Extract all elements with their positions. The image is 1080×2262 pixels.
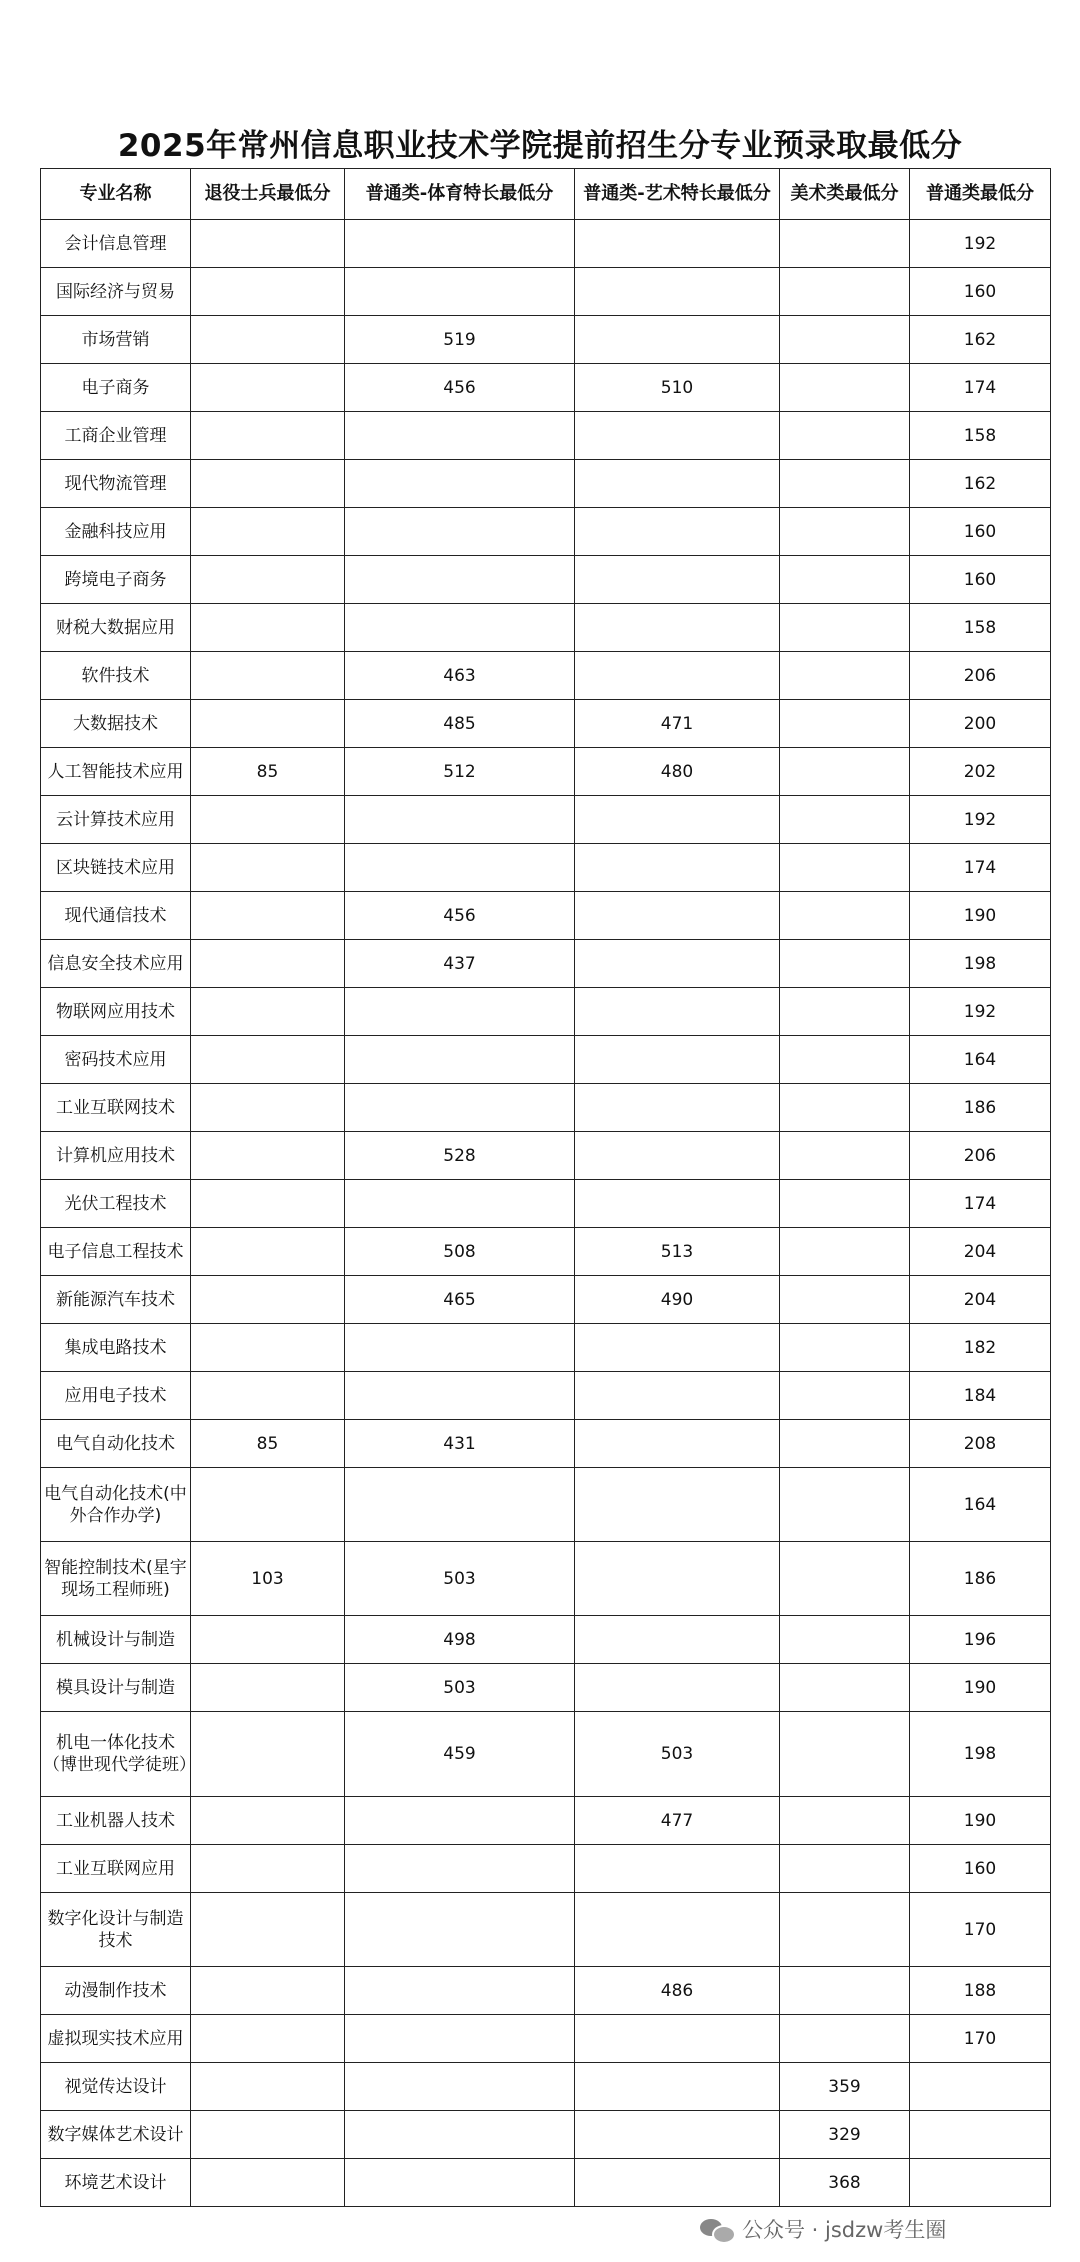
- score-cell: 174: [910, 844, 1051, 892]
- table-row: [41, 556, 1051, 604]
- score-cell: [191, 1712, 345, 1797]
- score-cell: 200: [910, 700, 1051, 748]
- score-cell: [191, 1084, 345, 1132]
- score-cell: [191, 364, 345, 412]
- table-row: [41, 1616, 1051, 1664]
- score-cell: [345, 2063, 575, 2111]
- score-cell: [191, 652, 345, 700]
- table-row: [41, 316, 1051, 364]
- score-cell: [191, 844, 345, 892]
- score-cell: [191, 940, 345, 988]
- major-name-cell: 现代物流管理: [41, 460, 191, 508]
- score-cell: 158: [910, 604, 1051, 652]
- score-cell: [345, 844, 575, 892]
- major-name-cell: 大数据技术: [41, 700, 191, 748]
- score-cell: [191, 508, 345, 556]
- score-cell: 486: [575, 1967, 780, 2015]
- wechat-icon: [700, 2217, 734, 2241]
- score-cell: [345, 1180, 575, 1228]
- score-cell: 480: [575, 748, 780, 796]
- score-cell: [191, 1372, 345, 1420]
- major-name-cell: 虚拟现实技术应用: [41, 2015, 191, 2063]
- score-cell: 164: [910, 1468, 1051, 1542]
- score-cell: 456: [345, 364, 575, 412]
- score-cell: [780, 1324, 910, 1372]
- score-cell: [780, 1616, 910, 1664]
- score-cell: [345, 1084, 575, 1132]
- score-cell: 459: [345, 1712, 575, 1797]
- score-cell: 160: [910, 268, 1051, 316]
- score-cell: [780, 1845, 910, 1893]
- score-cell: [345, 556, 575, 604]
- score-cell: [191, 1616, 345, 1664]
- score-cell: [191, 1132, 345, 1180]
- major-name-cell: 智能控制技术(星宇现场工程师班): [41, 1542, 191, 1616]
- score-cell: [780, 1542, 910, 1616]
- score-cell: 202: [910, 748, 1051, 796]
- score-cell: [780, 700, 910, 748]
- score-cell: [780, 604, 910, 652]
- table-row: [41, 1324, 1051, 1372]
- table-row: [41, 1180, 1051, 1228]
- score-cell: [575, 508, 780, 556]
- table-row: [41, 940, 1051, 988]
- score-cell: 186: [910, 1084, 1051, 1132]
- score-cell: 503: [345, 1542, 575, 1616]
- table-row: [41, 988, 1051, 1036]
- score-cell: [345, 2015, 575, 2063]
- score-cell: [191, 1468, 345, 1542]
- major-name-cell: 数字媒体艺术设计: [41, 2111, 191, 2159]
- score-cell: 359: [780, 2063, 910, 2111]
- major-name-cell: 机电一体化技术（博世现代学徒班）: [41, 1712, 191, 1797]
- table-row: [41, 1893, 1051, 1967]
- major-name-cell: 软件技术: [41, 652, 191, 700]
- score-cell: [780, 364, 910, 412]
- major-name-cell: 信息安全技术应用: [41, 940, 191, 988]
- score-cell: [345, 460, 575, 508]
- major-name-cell: 工业互联网技术: [41, 1084, 191, 1132]
- score-cell: [575, 1845, 780, 1893]
- score-cell: [345, 220, 575, 268]
- score-cell: 160: [910, 508, 1051, 556]
- score-cell: [191, 1036, 345, 1084]
- score-cell: [345, 604, 575, 652]
- score-cell: [345, 988, 575, 1036]
- score-cell: 471: [575, 700, 780, 748]
- score-cell: 174: [910, 1180, 1051, 1228]
- major-name-cell: 机械设计与制造: [41, 1616, 191, 1664]
- score-cell: 208: [910, 1420, 1051, 1468]
- score-cell: [575, 988, 780, 1036]
- score-cell: [780, 316, 910, 364]
- score-cell: [780, 1180, 910, 1228]
- score-cell: [575, 556, 780, 604]
- table-row: [41, 892, 1051, 940]
- table-row: [41, 1797, 1051, 1845]
- score-cell: [575, 604, 780, 652]
- major-name-cell: 光伏工程技术: [41, 1180, 191, 1228]
- score-cell: [191, 1324, 345, 1372]
- score-cell: 528: [345, 1132, 575, 1180]
- score-cell: 437: [345, 940, 575, 988]
- score-cell: [345, 2159, 575, 2207]
- score-cell: [191, 988, 345, 1036]
- major-name-cell: 新能源汽车技术: [41, 1276, 191, 1324]
- score-cell: [345, 412, 575, 460]
- score-cell: [191, 700, 345, 748]
- score-cell: 463: [345, 652, 575, 700]
- major-name-cell: 金融科技应用: [41, 508, 191, 556]
- score-cell: [345, 1797, 575, 1845]
- table-row: [41, 1664, 1051, 1712]
- table-row: [41, 748, 1051, 796]
- table-row: [41, 2159, 1051, 2207]
- score-cell: [575, 1420, 780, 1468]
- major-name-cell: 视觉传达设计: [41, 2063, 191, 2111]
- watermark-text: 公众号 · jsdzw考生圈: [742, 2218, 947, 2242]
- score-table: [40, 168, 1051, 2207]
- score-cell: 182: [910, 1324, 1051, 1372]
- score-cell: [345, 1468, 575, 1542]
- score-cell: [910, 2111, 1051, 2159]
- score-cell: 192: [910, 796, 1051, 844]
- score-cell: 368: [780, 2159, 910, 2207]
- score-cell: 160: [910, 556, 1051, 604]
- major-name-cell: 市场营销: [41, 316, 191, 364]
- score-cell: [780, 412, 910, 460]
- score-cell: [780, 1893, 910, 1967]
- table-row: [41, 1468, 1051, 1542]
- table-row: [41, 268, 1051, 316]
- score-cell: [575, 2159, 780, 2207]
- score-cell: [780, 988, 910, 1036]
- table-row: [41, 1276, 1051, 1324]
- score-cell: 519: [345, 316, 575, 364]
- score-cell: [191, 1845, 345, 1893]
- score-cell: 206: [910, 1132, 1051, 1180]
- score-cell: [345, 796, 575, 844]
- table-row: [41, 1036, 1051, 1084]
- score-cell: [780, 556, 910, 604]
- score-cell: [191, 1967, 345, 2015]
- score-cell: 192: [910, 988, 1051, 1036]
- table-row: [41, 2015, 1051, 2063]
- score-cell: [575, 1893, 780, 1967]
- table-row: [41, 1845, 1051, 1893]
- table-row: [41, 508, 1051, 556]
- score-cell: [780, 796, 910, 844]
- score-cell: [191, 268, 345, 316]
- score-cell: [345, 1967, 575, 2015]
- table-row: [41, 1420, 1051, 1468]
- score-cell: [780, 940, 910, 988]
- score-cell: 503: [575, 1712, 780, 1797]
- score-cell: [345, 508, 575, 556]
- score-cell: [575, 1084, 780, 1132]
- major-name-cell: 集成电路技术: [41, 1324, 191, 1372]
- table-row: [41, 1228, 1051, 1276]
- score-cell: [780, 220, 910, 268]
- major-name-cell: 工业机器人技术: [41, 1797, 191, 1845]
- score-cell: [575, 892, 780, 940]
- score-cell: [780, 508, 910, 556]
- score-cell: 456: [345, 892, 575, 940]
- score-cell: 198: [910, 1712, 1051, 1797]
- score-cell: [191, 2159, 345, 2207]
- score-cell: [575, 1616, 780, 1664]
- score-cell: 198: [910, 940, 1051, 988]
- score-cell: 170: [910, 2015, 1051, 2063]
- score-cell: 490: [575, 1276, 780, 1324]
- table-row: [41, 1967, 1051, 2015]
- score-cell: [345, 1036, 575, 1084]
- score-cell: [191, 2111, 345, 2159]
- score-cell: 85: [191, 748, 345, 796]
- score-cell: [191, 1893, 345, 1967]
- score-cell: [575, 2063, 780, 2111]
- score-cell: 174: [910, 364, 1051, 412]
- major-name-cell: 财税大数据应用: [41, 604, 191, 652]
- score-cell: [780, 1797, 910, 1845]
- major-name-cell: 电子商务: [41, 364, 191, 412]
- score-cell: [345, 1324, 575, 1372]
- score-cell: [575, 220, 780, 268]
- major-name-cell: 区块链技术应用: [41, 844, 191, 892]
- score-cell: [191, 1228, 345, 1276]
- score-cell: [191, 1664, 345, 1712]
- table-header-row: [41, 169, 1051, 220]
- table-row: [41, 604, 1051, 652]
- score-cell: [780, 2015, 910, 2063]
- score-cell: [345, 1893, 575, 1967]
- major-name-cell: 工商企业管理: [41, 412, 191, 460]
- column-header: 普通类最低分: [910, 169, 1051, 220]
- score-cell: 162: [910, 316, 1051, 364]
- score-cell: [575, 1542, 780, 1616]
- score-cell: 477: [575, 1797, 780, 1845]
- score-cell: [575, 1132, 780, 1180]
- score-cell: 188: [910, 1967, 1051, 2015]
- score-cell: 498: [345, 1616, 575, 1664]
- score-cell: [191, 1276, 345, 1324]
- score-cell: [575, 1324, 780, 1372]
- score-cell: [910, 2159, 1051, 2207]
- score-cell: [780, 1036, 910, 1084]
- major-name-cell: 电子信息工程技术: [41, 1228, 191, 1276]
- score-cell: [575, 412, 780, 460]
- score-cell: [191, 412, 345, 460]
- score-cell: 508: [345, 1228, 575, 1276]
- table-row: [41, 364, 1051, 412]
- score-cell: [191, 316, 345, 364]
- score-cell: [191, 556, 345, 604]
- major-name-cell: 电气自动化技术(中外合作办学): [41, 1468, 191, 1542]
- score-cell: [780, 844, 910, 892]
- score-cell: [575, 796, 780, 844]
- score-cell: 190: [910, 892, 1051, 940]
- score-cell: [575, 316, 780, 364]
- score-cell: 190: [910, 1797, 1051, 1845]
- score-cell: 465: [345, 1276, 575, 1324]
- score-cell: [780, 1468, 910, 1542]
- column-header: 普通类-体育特长最低分: [345, 169, 575, 220]
- score-cell: [575, 1036, 780, 1084]
- score-cell: 85: [191, 1420, 345, 1468]
- column-header: 专业名称: [41, 169, 191, 220]
- score-cell: 513: [575, 1228, 780, 1276]
- table-row: [41, 1132, 1051, 1180]
- score-cell: [910, 2063, 1051, 2111]
- score-cell: [780, 748, 910, 796]
- score-cell: [780, 1967, 910, 2015]
- score-cell: 164: [910, 1036, 1051, 1084]
- major-name-cell: 计算机应用技术: [41, 1132, 191, 1180]
- score-cell: 431: [345, 1420, 575, 1468]
- watermark: [700, 2209, 946, 2249]
- table-row: [41, 412, 1051, 460]
- score-cell: 329: [780, 2111, 910, 2159]
- score-cell: 503: [345, 1664, 575, 1712]
- score-cell: 160: [910, 1845, 1051, 1893]
- column-header: 退役士兵最低分: [191, 169, 345, 220]
- score-cell: [780, 1420, 910, 1468]
- score-cell: [345, 268, 575, 316]
- major-name-cell: 电气自动化技术: [41, 1420, 191, 1468]
- score-cell: 206: [910, 652, 1051, 700]
- major-name-cell: 应用电子技术: [41, 1372, 191, 1420]
- major-name-cell: 密码技术应用: [41, 1036, 191, 1084]
- table-row: [41, 1712, 1051, 1797]
- major-name-cell: 物联网应用技术: [41, 988, 191, 1036]
- score-cell: [575, 844, 780, 892]
- table-row: [41, 220, 1051, 268]
- score-cell: [575, 460, 780, 508]
- score-cell: [780, 892, 910, 940]
- table-row: [41, 460, 1051, 508]
- score-cell: [575, 1372, 780, 1420]
- table-row: [41, 2063, 1051, 2111]
- table-row: [41, 796, 1051, 844]
- score-cell: 170: [910, 1893, 1051, 1967]
- major-name-cell: 动漫制作技术: [41, 1967, 191, 2015]
- major-name-cell: 工业互联网应用: [41, 1845, 191, 1893]
- score-cell: [191, 604, 345, 652]
- score-cell: 162: [910, 460, 1051, 508]
- score-cell: [780, 268, 910, 316]
- score-cell: [191, 220, 345, 268]
- score-cell: [780, 1712, 910, 1797]
- score-cell: [575, 1468, 780, 1542]
- score-cell: [575, 652, 780, 700]
- table-body: [41, 220, 1051, 2207]
- major-name-cell: 云计算技术应用: [41, 796, 191, 844]
- score-cell: [575, 1180, 780, 1228]
- major-name-cell: 会计信息管理: [41, 220, 191, 268]
- score-cell: [575, 1664, 780, 1712]
- score-cell: [575, 2111, 780, 2159]
- major-name-cell: 模具设计与制造: [41, 1664, 191, 1712]
- score-cell: [191, 796, 345, 844]
- score-cell: 510: [575, 364, 780, 412]
- score-cell: [191, 892, 345, 940]
- score-cell: [345, 2111, 575, 2159]
- major-name-cell: 环境艺术设计: [41, 2159, 191, 2207]
- table-row: [41, 700, 1051, 748]
- score-cell: 186: [910, 1542, 1051, 1616]
- score-cell: [780, 652, 910, 700]
- score-cell: [575, 940, 780, 988]
- major-name-cell: 跨境电子商务: [41, 556, 191, 604]
- score-cell: [345, 1372, 575, 1420]
- score-cell: [191, 2015, 345, 2063]
- score-cell: [575, 268, 780, 316]
- score-cell: [575, 2015, 780, 2063]
- score-cell: [191, 2063, 345, 2111]
- score-cell: 158: [910, 412, 1051, 460]
- score-cell: [780, 1132, 910, 1180]
- score-cell: [191, 1797, 345, 1845]
- score-cell: [780, 1276, 910, 1324]
- score-cell: 512: [345, 748, 575, 796]
- major-name-cell: 国际经济与贸易: [41, 268, 191, 316]
- score-cell: 190: [910, 1664, 1051, 1712]
- table-row: [41, 844, 1051, 892]
- score-cell: 196: [910, 1616, 1051, 1664]
- table-row: [41, 1084, 1051, 1132]
- score-cell: 204: [910, 1276, 1051, 1324]
- major-name-cell: 数字化设计与制造技术: [41, 1893, 191, 1967]
- score-cell: [345, 1845, 575, 1893]
- score-cell: 204: [910, 1228, 1051, 1276]
- table-row: [41, 652, 1051, 700]
- table-row: [41, 1542, 1051, 1616]
- column-header: 普通类-艺术特长最低分: [575, 169, 780, 220]
- score-cell: [191, 460, 345, 508]
- score-cell: [780, 1084, 910, 1132]
- major-name-cell: 现代通信技术: [41, 892, 191, 940]
- score-cell: 184: [910, 1372, 1051, 1420]
- major-name-cell: 人工智能技术应用: [41, 748, 191, 796]
- score-cell: [780, 1372, 910, 1420]
- page-title: 2025年常州信息职业技术学院提前招生分专业预录取最低分: [117, 128, 963, 164]
- score-cell: [191, 1180, 345, 1228]
- column-header: 美术类最低分: [780, 169, 910, 220]
- score-cell: [780, 1664, 910, 1712]
- table-row: [41, 2111, 1051, 2159]
- table-row: [41, 1372, 1051, 1420]
- score-cell: [780, 460, 910, 508]
- score-cell: 485: [345, 700, 575, 748]
- score-cell: 103: [191, 1542, 345, 1616]
- score-cell: [780, 1228, 910, 1276]
- score-cell: 192: [910, 220, 1051, 268]
